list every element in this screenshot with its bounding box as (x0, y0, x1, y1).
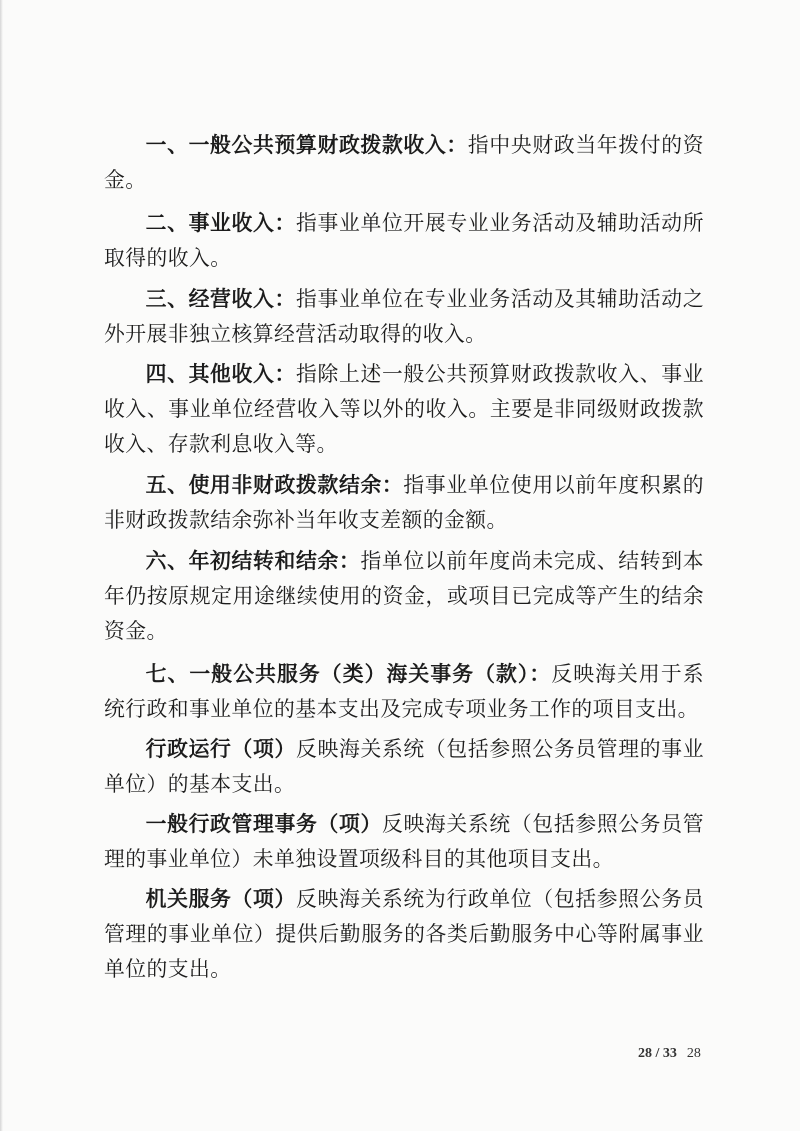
term-3: 三、经营收入： (145, 286, 296, 311)
text-4: 指除上述一般公共预算财政拨款收入、事业收入、事业单位经营收入等以外的收入。主要是非同级财政拨款收入、存款利息收入等。 (104, 362, 704, 456)
term-2: 二、事业收入： (145, 210, 296, 235)
paragraph-5 (104, 467, 704, 538)
paragraph-3 (104, 281, 704, 352)
page-footer (638, 1046, 701, 1062)
scan-edge (0, 0, 3, 1131)
text-10: 反映海关系统为行政单位（包括参照公务员管理的事业单位）提供后勤服务的各类后勤服务中心等附属事业单位的支出。 (104, 887, 704, 981)
text-2: 指事业单位开展专业业务活动及辅助活动所取得的收入。 (104, 211, 704, 270)
text-5: 指事业单位使用以前年度积累的非财政拨款结余弥补当年收支差额的金额。 (104, 473, 704, 532)
term-5: 五、使用非财政拨款结余： (145, 472, 404, 497)
text-6: 指单位以前年度尚未完成、结转到本年仍按原规定用途继续使用的资金，或项目已完成等产生的结余资金。 (104, 549, 705, 643)
paragraph-6 (104, 543, 704, 649)
term-7: 七、一般公共服务（类）海关事务（款）： (145, 661, 552, 686)
page-number: 28 (686, 1046, 701, 1061)
paragraph-9 (104, 806, 704, 877)
term-9: 一般行政管理事务（项） (145, 811, 382, 836)
paragraph-10 (104, 881, 704, 987)
term-10: 机关服务（项） (145, 886, 296, 911)
paragraph-1 (104, 127, 704, 198)
page-fraction: 28 / 33 (638, 1046, 677, 1061)
text-1: 指中央财政当年拨付的资金。 (104, 133, 704, 192)
paragraph-7 (104, 656, 704, 727)
paragraph-2 (104, 205, 704, 276)
paragraph-4 (104, 356, 704, 462)
term-6: 六、年初结转和结余： (145, 548, 361, 573)
text-3: 指事业单位在专业业务活动及其辅助活动之外开展非独立核算经营活动取得的收入。 (104, 287, 704, 346)
paragraph-8 (104, 731, 704, 802)
text-7: 反映海关用于系统行政和事业单位的基本支出及完成专项业务工作的项目支出。 (104, 662, 704, 721)
term-8: 行政运行（项） (145, 736, 296, 761)
term-1: 一、一般公共预算财政拨款收入： (145, 132, 468, 157)
term-4: 四、其他收入： (145, 361, 296, 386)
text-8: 反映海关系统（包括参照公务员管理的事业单位）的基本支出。 (104, 737, 704, 796)
text-9: 反映海关系统（包括参照公务员管理的事业单位）未单独设置项级科目的其他项目支出。 (104, 812, 705, 871)
